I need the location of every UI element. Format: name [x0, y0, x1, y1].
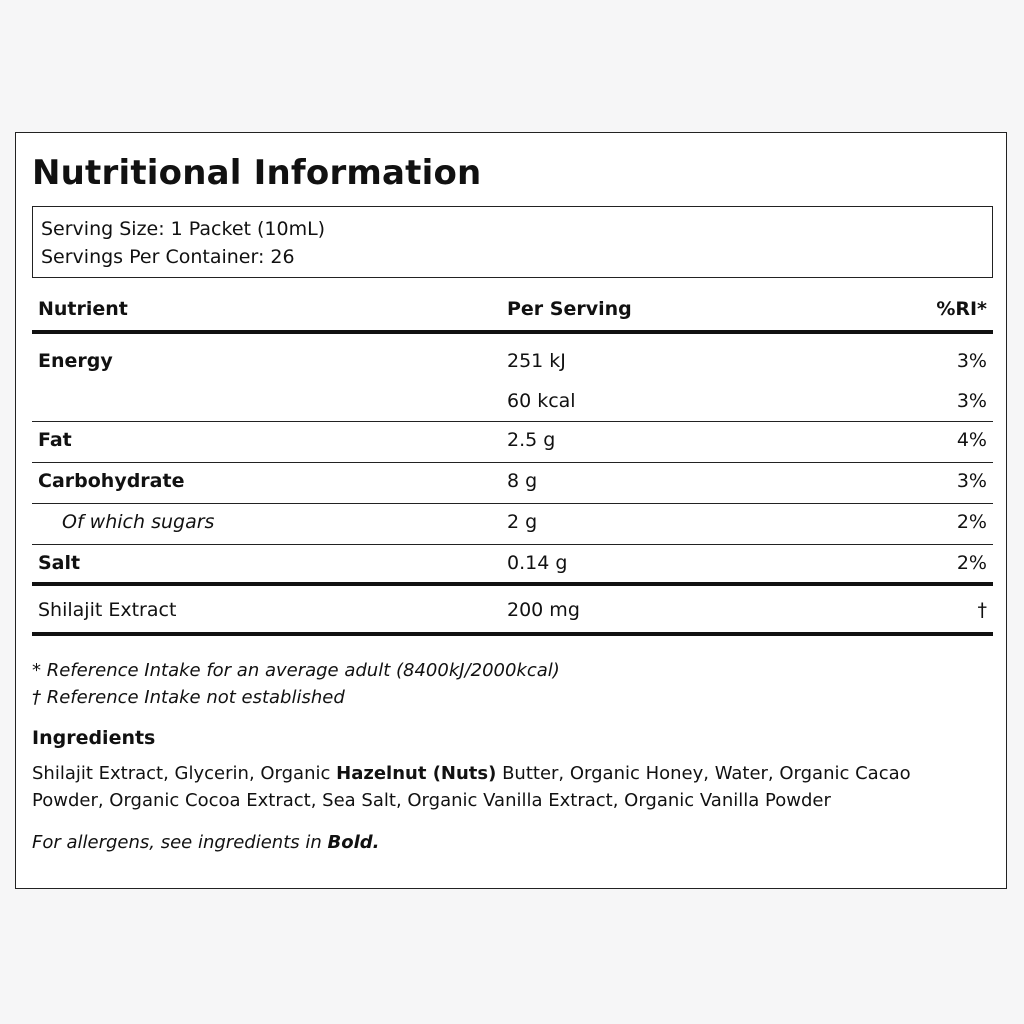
- energy-name: Energy: [38, 350, 113, 372]
- salt-name: Salt: [38, 552, 81, 574]
- allergen-note-bold: Bold.: [327, 832, 380, 853]
- header-nutrient: Nutrient: [38, 298, 128, 320]
- energy-kcal-ri: 3%: [956, 390, 987, 412]
- allergen-note: [32, 832, 379, 853]
- energy-kcal: 60 kcal: [507, 390, 576, 412]
- table-row-sugars: [32, 504, 993, 545]
- footnote-reference-intake: * Reference Intake for an average adult (8400kJ/2000kcal): [32, 660, 560, 681]
- table-row-energy: [32, 334, 993, 422]
- servings-per-container: Servings Per Container: 26: [41, 246, 295, 268]
- ingredients-list: [32, 760, 982, 814]
- table-row-shilajit: [32, 586, 993, 636]
- table-row-fat: [32, 422, 993, 463]
- allergen-note-text: For allergens, see ingredients in: [32, 832, 328, 853]
- shilajit-ri: †: [977, 599, 987, 621]
- sugars-ri: 2%: [956, 511, 987, 533]
- carbohydrate-ri: 3%: [956, 470, 987, 492]
- fat-name: Fat: [38, 429, 72, 451]
- table-header-row: [32, 293, 993, 334]
- header-per-serving: Per Serving: [507, 298, 632, 320]
- ingredients-heading: Ingredients: [32, 727, 156, 749]
- shilajit-name: Shilajit Extract: [38, 599, 177, 621]
- footnote-not-established: † Reference Intake not established: [32, 687, 345, 708]
- sugars-name: Of which sugars: [62, 511, 215, 533]
- serving-info-box: [32, 206, 993, 278]
- footnotes: [32, 657, 560, 711]
- ingredients-allergen: Hazelnut (Nuts): [336, 763, 497, 784]
- shilajit-value: 200 mg: [507, 599, 580, 621]
- sugars-value: 2 g: [507, 511, 538, 533]
- label-title: Nutritional Information: [32, 153, 482, 193]
- nutrition-label: [15, 132, 1007, 889]
- fat-value: 2.5 g: [507, 429, 556, 451]
- carbohydrate-value: 8 g: [507, 470, 538, 492]
- header-ri: %RI*: [936, 298, 987, 320]
- serving-size: Serving Size: 1 Packet (10mL): [41, 218, 326, 240]
- ingredients-text-part2: Butter, Organic Honey, Water, Organic Cacao Powder, Organic Cocoa Extract, Sea Salt, Organic Vanilla Extract, Organic Vanilla Powder: [32, 763, 911, 811]
- salt-ri: 2%: [956, 552, 987, 574]
- nutrient-table: [32, 293, 993, 636]
- energy-kj-ri: 3%: [956, 350, 987, 372]
- ingredients-text-part1: Shilajit Extract, Glycerin, Organic: [32, 763, 337, 784]
- salt-value: 0.14 g: [507, 552, 568, 574]
- table-row-carbohydrate: [32, 463, 993, 504]
- energy-kj: 251 kJ: [507, 350, 566, 372]
- fat-ri: 4%: [956, 429, 987, 451]
- carbohydrate-name: Carbohydrate: [38, 470, 185, 492]
- table-row-salt: [32, 545, 993, 586]
